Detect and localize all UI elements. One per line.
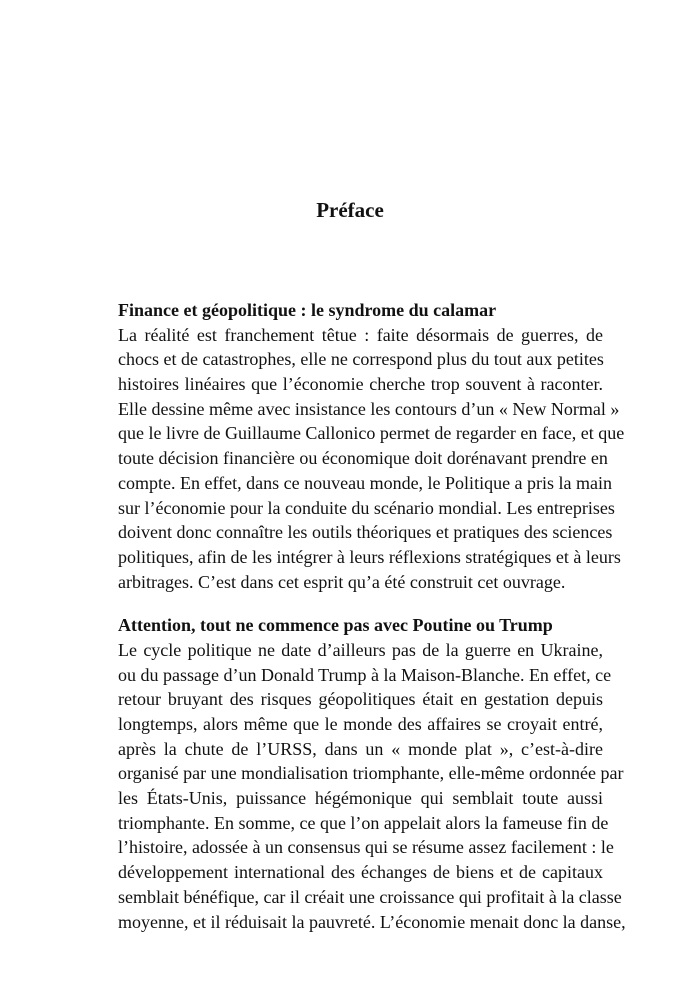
text-line: après la chute de l’URSS, dans un « monde plat », c’est-à-dire [118,738,603,759]
section-heading: Attention, tout ne commence pas avec Poutine ou Trump [118,615,553,636]
text-line: Elle dessine même avec insistance les contours d’un « New Normal » [118,398,620,419]
text-line: chocs et de catastrophes, elle ne correspond plus du tout aux petites [118,349,604,370]
text-line: La réalité est franchement têtue : faite désormais de guerres, de [118,324,603,345]
text-line: développement international des échanges de biens et de capitaux [118,862,603,883]
text-line: triomphante. En somme, ce que l’on appelait alors la fameuse fin de [118,812,609,833]
section-finance-geopolitique [94,298,625,594]
text-line: politiques, afin de les intégrer à leurs réflexions stratégiques et à leurs [118,546,621,567]
text-line: que le livre de Guillaume Callonico permet de regarder en face, et que [118,423,625,444]
section-heading: Finance et géopolitique : le syndrome du calamar [118,300,497,320]
paragraph [94,638,626,934]
section-poutine-trump [94,613,626,934]
text-line: Le cycle politique ne date d’ailleurs pas de la guerre en Ukraine, [118,639,603,660]
text-line: semblait bénéfique, car il créait une croissance qui profitait à la classe [118,886,622,907]
paragraph [94,323,625,595]
text-line: doivent donc connaître les outils théoriques et pratiques des sciences [118,522,613,543]
text-line: arbitrages. C’est dans cet esprit qu’a été construit cet ouvrage. [118,571,566,592]
text-line: organisé par une mondialisation triomphante, elle-même ordonnée par [118,763,624,784]
text-line: histoires linéaires que l’économie cherche trop souvent à raconter. [118,374,603,395]
text-line: moyenne, et il réduisait la pauvreté. L’économie menait donc la danse, [118,911,626,932]
text-line: longtemps, alors même que le monde des affaires se croyait entré, [118,714,603,735]
text-line: toute décision financière ou économique doit dorénavant prendre en [118,448,608,469]
text-line: ou du passage d’un Donald Trump à la Maison-Blanche. En effet, ce [118,664,612,685]
text-line: sur l’économie pour la conduite du scénario mondial. Les entreprises [118,497,615,518]
text-line: retour bruyant des risques géopolitiques était en gestation depuis [118,689,603,710]
page-title: Préface [316,198,384,222]
text-line: les États-Unis, puissance hégémonique qui semblait toute aussi [118,788,603,809]
text-line: l’histoire, adossée à un consensus qui se résume assez facilement : le [118,837,614,858]
document-body [94,298,626,953]
text-line: compte. En effet, dans ce nouveau monde, le Politique a pris la main [118,472,613,493]
